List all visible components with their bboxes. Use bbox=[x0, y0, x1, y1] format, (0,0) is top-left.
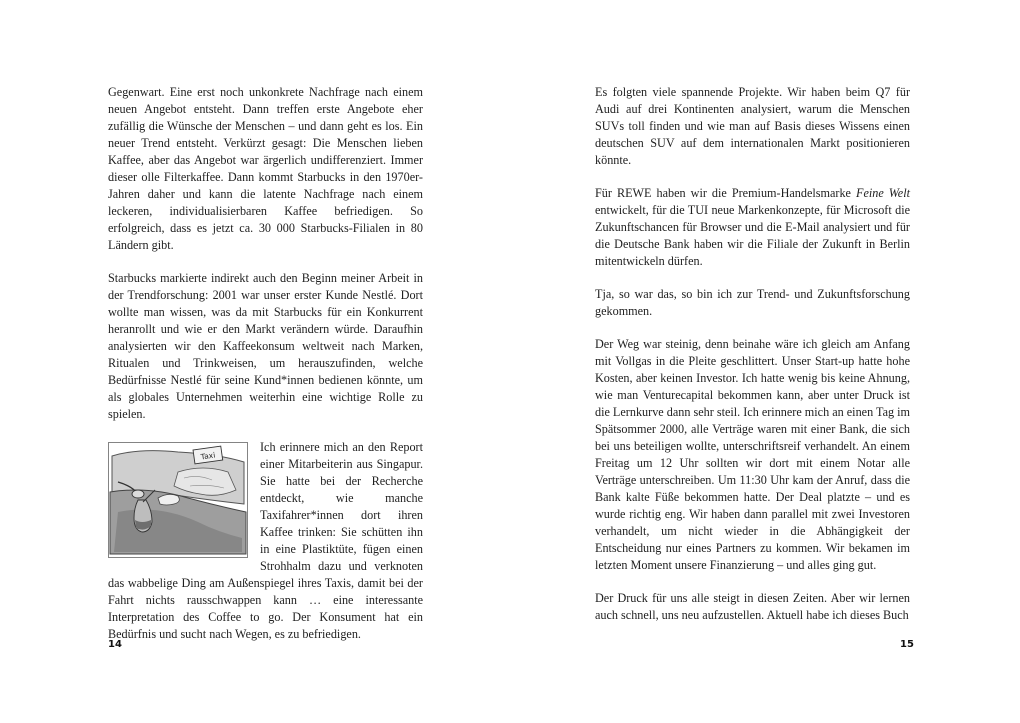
paragraph: Gegenwart. Eine erst noch unkonkrete Nachfrage nach einem neuen Angebot entsteht. Dann treffen erste Angebote eher zufällig die Wünsche der Menschen – und dann geht es los. Ein neuer Trend entsteht. Verkürzt gesagt: Die Menschen lieben Kaffee, aber das Angebot war ärgerlich undifferenziert. Immer dieser olle Filterkaffee. Dann kommt Starbucks in den 1970er-Jahren daher und kann die latente Nachfrage nach einem leckeren, individualisierbaren Kaffee befriedigen. So erfolgreich, dass es jetzt ca. 30 000 Starbucks-Filialen in 80 Ländern gibt. bbox=[108, 85, 423, 252]
paragraph: Es folgten viele spannende Projekte. Wir haben beim Q7 für Audi auf drei Kontinenten analysiert, warum die Menschen SUVs toll finden und wie man auf Basis dieses Wissens einen deutschen SUV auf dem internationalen Markt positionieren könnte. bbox=[595, 85, 910, 167]
paragraph: Starbucks markierte indirekt auch den Beginn meiner Arbeit in der Trendforschung: 2001 war unser erster Kunde Nestlé. Dort wollte man wissen, was da mit Starbucks für ein Konkurrent heranrollt und wie er den Markt verändern würde. Daraufhin analysierten wir den Kaffeekonsum weltweit nach Marken, Ritualen und Trinkweisen, um herauszufinden, welche Bedürfnisse Nestlé für seine Kund*innen bedienen könnte, um als globales Unternehmen weiterhin eine wichtige Rolle zu spielen. bbox=[108, 271, 423, 421]
taxi-dashboard-drawing bbox=[108, 442, 248, 558]
paragraph bbox=[595, 185, 910, 270]
page-number: 14 bbox=[108, 639, 122, 650]
paragraph: Der Weg war steinig, denn beinahe wäre ich gleich am Anfang mit Vollgas in die Pleite geschlittert. Unser Start-up hatte hohe Kosten, aber keinen Investor. Ich hatte wenig bis keine Ahnung, wie man Venturecapital bekommen kann, aber unter Druck ist die Lernkurve dann sehr steil. Ich erinnere mich an einen Tag im Spätsommer 2000, alle Verträge waren mit einer Bank, die sich bei uns beteiligen wollte, unterschriftsreif verhandelt. An einem Freitag um 12 Uhr sollten wir dort mit einem Notar alle Verträge unterschreiben. Um 11:30 Uhr kam der Anruf, dass die Bank kalte Füße bekommen hatte. Der Deal platzte – und es wurde richtig eng. Wir haben dann parallel mit zwei Investoren verhandelt, um nicht wieder in die Abhängigkeit der Entscheidung nur eines Partners zu kommen. Wir bekamen im letzten Moment unsere Finanzierung – und alles ging gut. bbox=[595, 337, 910, 572]
taxi-coffee-illustration bbox=[108, 442, 248, 558]
taxi-sign-label: Taxi bbox=[200, 450, 216, 462]
paragraph: Ich erinnere mich an den Report einer Mitarbeiterin aus Singapur. Sie hatte bei der Recherche entdeckt, wie manche Taxifahrer*innen dort ihren Kaffee trinken: Sie schütten ihn in eine Plastiktüte, fügen einen Strohhalm dazu und verknoten das wabbelige Ding am Außenspiegel ihres Taxis, damit bei der Fahrt nichts rausschwappen kann … eine interessante Interpretation des Coffee to go. Der Konsument hat ein Bedürfnis und sucht nach Wegen, es zu befriedigen. bbox=[108, 440, 423, 641]
left-text-column bbox=[108, 84, 423, 643]
paragraph: Tja, so war das, so bin ich zur Trend- und Zukunftsforschung gekommen. bbox=[595, 287, 910, 318]
paragraph-text: Für REWE haben wir die Premium-Handelsmarke bbox=[595, 186, 856, 200]
paragraph: Der Druck für uns alle steigt in diesen Zeiten. Aber wir lernen auch schnell, uns neu aufzustellen. Aktuell habe ich dieses Buch bbox=[595, 591, 910, 622]
right-text-column bbox=[595, 84, 910, 624]
paragraph-text: entwickelt, für die TUI neue Markenkonzepte, für Microsoft die Zukunftschancen für Browser und die E-Mail analysiert und für die Deutsche Bank haben wir die Filiale der Zukunft in Berlin mitentwickeln dürfen. bbox=[595, 203, 910, 268]
brand-name-italic: Feine Welt bbox=[856, 186, 910, 200]
right-page bbox=[510, 0, 1020, 723]
page-number: 15 bbox=[900, 639, 914, 650]
